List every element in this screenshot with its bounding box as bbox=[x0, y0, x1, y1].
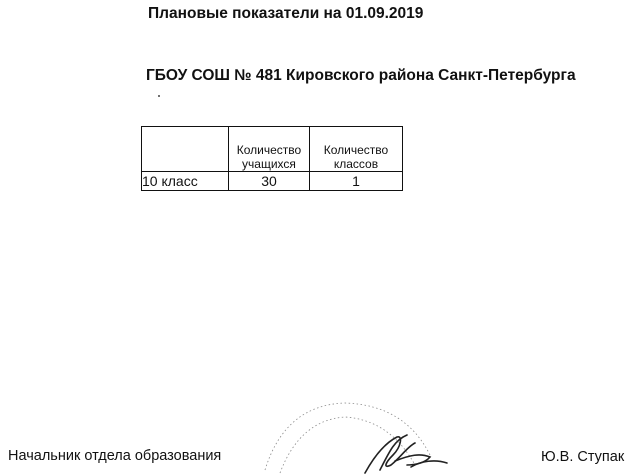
signer-position: Начальник отдела образования bbox=[8, 448, 222, 464]
table-header-blank bbox=[142, 127, 229, 172]
organization-name: ГБОУ СОШ № 481 Кировского района Санкт-Петербурга bbox=[146, 67, 576, 84]
table-row-label: 10 класс bbox=[142, 172, 229, 191]
plan-table bbox=[141, 126, 403, 191]
scan-speck bbox=[158, 95, 160, 97]
signer-name: Ю.В. Ступак bbox=[541, 449, 625, 465]
table-cell-students: 30 bbox=[229, 172, 310, 191]
table-header-classes-label: Количество классов bbox=[323, 143, 389, 171]
table-row bbox=[142, 172, 403, 191]
table-header-classes bbox=[310, 127, 403, 172]
table-cell-classes: 1 bbox=[310, 172, 403, 191]
table-header-row bbox=[142, 127, 403, 172]
table-header-students-label: Количество учащихся bbox=[236, 143, 302, 171]
document-title: Плановые показатели на 01.09.2019 bbox=[148, 5, 424, 22]
signature-stamp-mark bbox=[225, 395, 455, 475]
table-header-students bbox=[229, 127, 310, 172]
